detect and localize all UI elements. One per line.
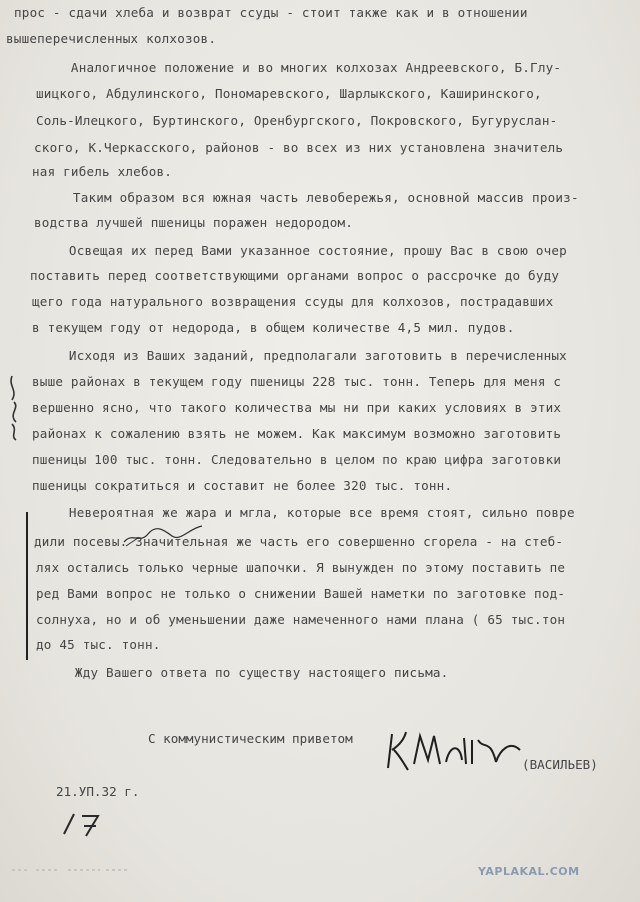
margin-bracket xyxy=(26,512,28,660)
handwritten-page-number xyxy=(58,808,118,838)
text-line: дили посевы. Значительная же часть его совершенно сгорела - на стеб- xyxy=(34,534,564,549)
text-line: Таким образом вся южная часть левобережья, основной массив произ- xyxy=(34,190,579,205)
document-date: 21.УП.32 г. xyxy=(56,784,140,799)
text-line: Аналогичное положение и во многих колхозах Андреевского, Б.Глу- xyxy=(32,60,562,75)
text-line: водства лучшей пшеницы поражен недородом. xyxy=(34,215,354,230)
text-line: шицкого, Абдулинского, Пономаревского, Шарлыкского, Каширинского, xyxy=(36,86,542,101)
margin-annotation-mark xyxy=(4,372,26,442)
text-line: Исходя из Ваших заданий, предполагали заготовить в перечисленных xyxy=(30,348,567,363)
text-line: прос - сдачи хлеба и возврат ссуды - стоит также как и в отношении xyxy=(14,5,528,20)
text-line: лях остались только черные шапочки. Я вынужден по этому поставить пе xyxy=(36,560,566,575)
text-line: до 45 тыс. тонн. xyxy=(36,637,161,652)
handwritten-insert-scribble xyxy=(120,520,206,548)
text-line: ная гибель хлебов. xyxy=(32,164,173,179)
text-line: в текущем году от недорода, в общем количестве 4,5 мил. пудов. xyxy=(32,320,515,335)
text-line: солнуха, но и об уменьшении даже намеченного нами плана ( 65 тыс.тон xyxy=(36,612,566,627)
text-line: ского, К.Черкасского, районов - во всех из них установлена значитель xyxy=(34,140,564,155)
text-line: Жду Вашего ответа по существу настоящего письма. xyxy=(36,665,449,680)
text-line: вышеперечисленных колхозов. xyxy=(6,31,217,46)
faint-text-remnant xyxy=(10,866,130,874)
text-line: Невероятная же жара и мгла, которые все время стоят, сильно повре xyxy=(30,505,575,520)
closing-salutation: С коммунистическим приветом xyxy=(148,731,353,746)
text-line: выше районах в текущем году пшеницы 228 тыс. тонн. Теперь для меня с xyxy=(32,374,562,389)
text-line: ред Вами вопрос не только о снижении Вашей наметки по заготовке под- xyxy=(36,586,566,601)
handwritten-signature xyxy=(380,720,530,780)
text-line: пшеницы сократиться и составит не более 320 тыс. тонн. xyxy=(32,478,453,493)
text-line: Освещая их перед Вами указанное состояние, прошу Вас в свою очер xyxy=(30,243,567,258)
text-line: щего года натурального возвращения ссуды для колхозов, пострадавших xyxy=(32,294,554,309)
signer-name: (ВАСИЛЬЕВ) xyxy=(522,757,598,772)
text-line: поставить перед соответствующими органами вопрос о рассрочке до буду xyxy=(30,268,560,283)
text-line: вершенно ясно, что такого количества мы ни при каких условиях в этих xyxy=(32,400,562,415)
text-line: районах к сожалению взять не можем. Как максимум возможно заготовить xyxy=(32,426,562,441)
text-line: пшеницы 100 тыс. тонн. Следовательно в целом по краю цифра заготовки xyxy=(32,452,562,467)
text-line: Соль-Илецкого, Буртинского, Оренбургского, Покровского, Бугуруслан- xyxy=(36,113,558,128)
site-watermark: YAPLAKAL.COM xyxy=(478,865,580,878)
